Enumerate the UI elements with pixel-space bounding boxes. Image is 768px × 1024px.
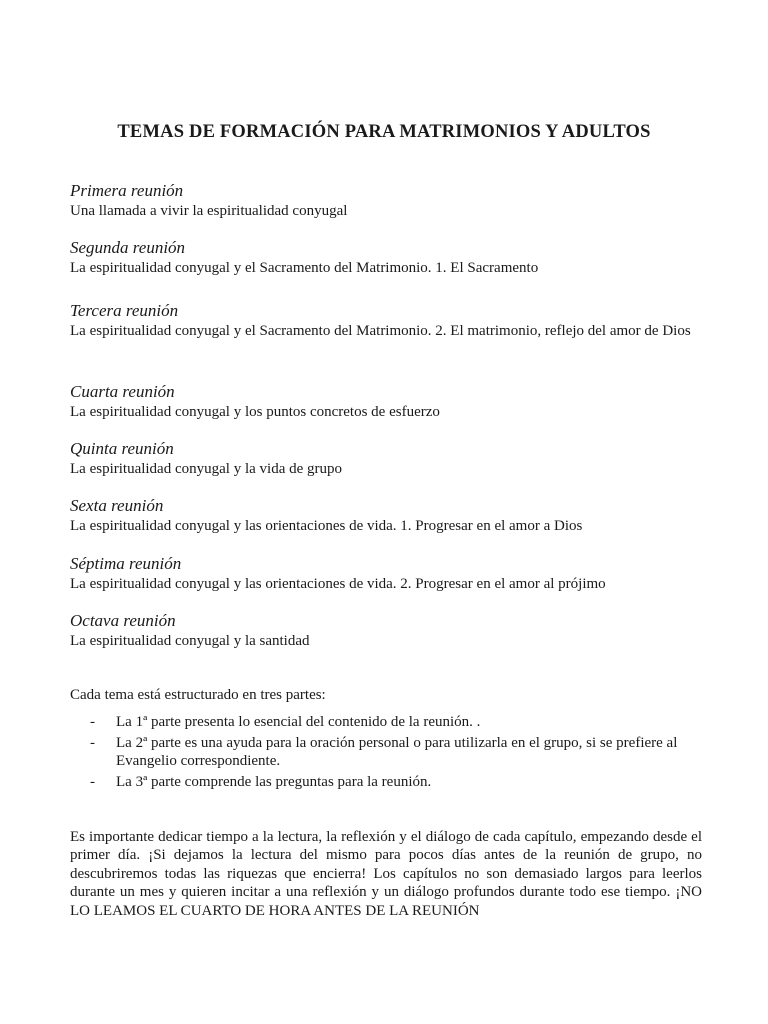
list-item-text: La 1ª parte presenta lo esencial del contenido de la reunión. . (116, 714, 481, 730)
session-heading: Sexta reunión (70, 496, 164, 515)
session-text: La espiritualidad conyugal y las orientaciones de vida. 2. Progresar en el amor al prójimo (70, 576, 606, 592)
session-text: La espiritualidad conyugal y el Sacramento del Matrimonio. 2. El matrimonio, reflejo del amor de Dios (70, 323, 691, 339)
parts-list (70, 713, 702, 794)
session-text: La espiritualidad conyugal y el Sacramento del Matrimonio. 1. El Sacramento (70, 260, 539, 276)
session-1 (70, 180, 702, 220)
session-heading: Tercera reunión (70, 301, 179, 320)
session-heading: Primera reunión (70, 181, 184, 200)
session-4 (70, 381, 702, 421)
list-item-text: La 3ª parte comprende las preguntas para la reunión. (116, 774, 432, 790)
list-item-text: La 2ª parte es una ayuda para la oración personal o para utilizarla en el grupo, si se prefiere al Evangelio correspondiente. (116, 735, 678, 769)
structure-intro: Cada tema está estructurado en tres partes: (70, 687, 326, 703)
session-heading: Octava reunión (70, 611, 176, 630)
list-item (70, 713, 702, 731)
session-5 (70, 438, 702, 478)
session-text: La espiritualidad conyugal y las orientaciones de vida. 1. Progresar en el amor a Dios (70, 518, 583, 534)
document-title: TEMAS DE FORMACIÓN PARA MATRIMONIOS Y ADULTOS (117, 122, 651, 142)
dash-bullet: - (90, 774, 95, 790)
session-heading: Séptima reunión (70, 554, 182, 573)
list-item (70, 734, 702, 770)
session-text: La espiritualidad conyugal y la santidad (70, 633, 310, 649)
session-text: Una llamada a vivir la espiritualidad conyugal (70, 203, 348, 219)
dash-bullet: - (90, 735, 95, 751)
dash-bullet: - (90, 714, 95, 730)
session-7 (70, 553, 702, 593)
session-heading: Segunda reunión (70, 238, 186, 257)
session-heading: Quinta reunión (70, 439, 174, 458)
session-heading: Cuarta reunión (70, 382, 175, 401)
session-6 (70, 495, 702, 535)
session-2 (70, 237, 702, 277)
closing-paragraph: Es importante dedicar tiempo a la lectura, la reflexión y el diálogo de cada capítulo, empezando desde el primer día. ¡Si dejamos la lectura del mismo para pocos días antes de la reunión de grupo, no descubriremos todas las riquezas que encierra! Los capítulos no son demasiado largos para leerlos durante un mes y quieren incitar a una reflexión y un diálogo profundos durante todo ese tiempo. ¡NO LO LEAMOS EL CUARTO DE HORA ANTES DE LA REUNIÓN (70, 829, 702, 919)
list-item (70, 773, 702, 791)
session-3 (70, 300, 702, 340)
session-8 (70, 610, 702, 650)
session-text: La espiritualidad conyugal y la vida de grupo (70, 461, 342, 477)
session-text: La espiritualidad conyugal y los puntos concretos de esfuerzo (70, 404, 440, 420)
